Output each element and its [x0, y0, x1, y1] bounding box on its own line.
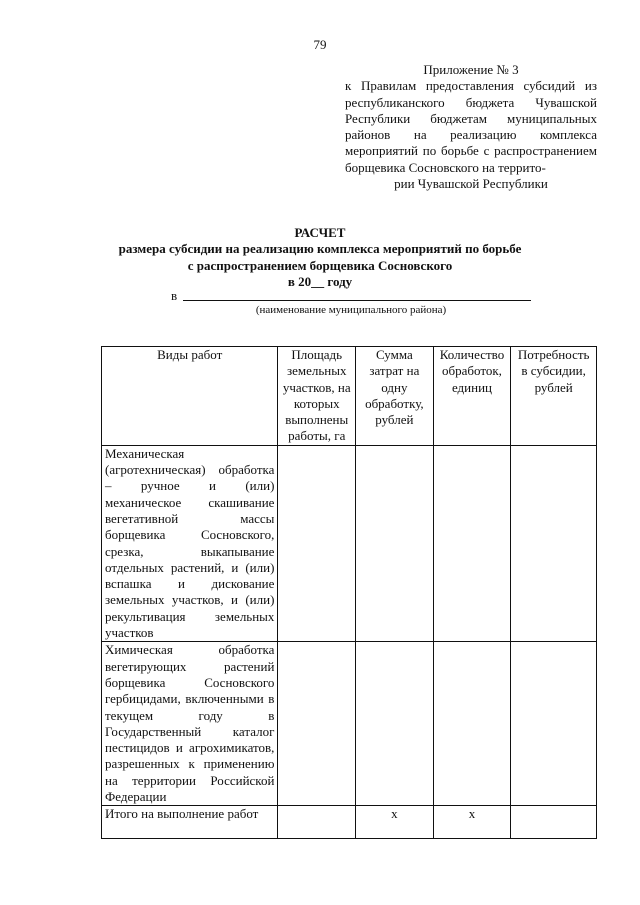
cell-count	[433, 445, 511, 642]
appendix-body: к Правилам предоставления субсидий из республиканского бюджета Чувашской Республики бюджетам муниципальных районов на реализацию комплекса мероприятий по борьбе с распространением борщевика Сосновского на террито-	[345, 78, 597, 175]
header-count: Количество обработок, единиц	[433, 347, 511, 446]
heading-subtitle-2: с распространением борщевика Сосновского	[187, 257, 453, 273]
cell-count	[433, 642, 511, 806]
cell-need	[511, 445, 597, 642]
cell-need	[511, 642, 597, 806]
cell-area	[278, 445, 356, 642]
document-heading	[0, 225, 640, 290]
district-underline	[183, 300, 531, 301]
cell-count: х	[433, 806, 511, 839]
header-area: Площадь земельных участков, на которых выполнены работы, га	[278, 347, 356, 446]
cell-area	[278, 806, 356, 839]
page-number: 79	[313, 37, 327, 52]
heading-title: РАСЧЕТ	[294, 225, 346, 240]
header-cost: Сумма затрат на одну обработку, рублей	[356, 347, 434, 446]
district-prefix: в	[171, 288, 178, 303]
table-row	[102, 806, 597, 839]
table-header-row	[102, 347, 597, 446]
header-work-types: Виды работ	[102, 347, 278, 446]
row-work-mechanical: Механическая (агротехническая) обработка – ручное и (или) механическое скашивание вегетативной массы борщевика Сосновского, срезка, выкапывание отдельных растений, и (или) вспашка и дискование земельных участков, и (или) рекультивация земельных участков	[102, 445, 278, 642]
cell-area	[278, 642, 356, 806]
cell-cost	[356, 642, 434, 806]
district-caption: (наименование муниципального района)	[255, 304, 447, 316]
appendix-block	[345, 62, 597, 192]
calculation-table	[101, 346, 597, 839]
heading-subtitle-1: размера субсидии на реализацию комплекса мероприятий по борьбе	[118, 241, 522, 257]
cell-need	[511, 806, 597, 839]
appendix-last-line: рии Чувашской Республики	[394, 176, 548, 192]
table-row	[102, 642, 597, 806]
table-row	[102, 445, 597, 642]
cell-cost: х	[356, 806, 434, 839]
heading-year: в 20__ году	[287, 273, 353, 289]
row-work-total: Итого на выполнение работ	[102, 806, 278, 839]
appendix-title: Приложение № 3	[423, 62, 519, 77]
cell-cost	[356, 445, 434, 642]
row-work-chemical: Химическая обработка вегетирующих растений борщевика Сосновского гербицидами, включенными в текущем году в Государственный каталог пестицидов и агрохимикатов, разрешенных к применению на территории Российской Федерации	[102, 642, 278, 806]
header-need: Потребность в субсидии, рублей	[511, 347, 597, 446]
district-field	[171, 288, 531, 304]
